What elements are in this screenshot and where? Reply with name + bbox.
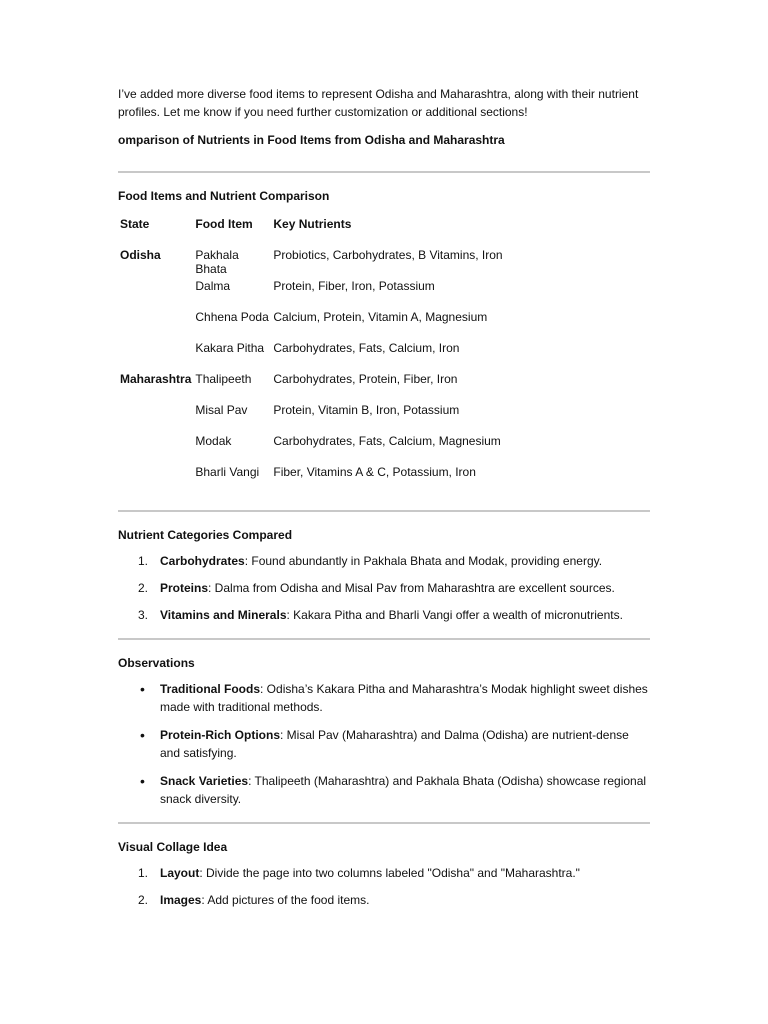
document-title: omparison of Nutrients in Food Items from Odisha and Maharashtra [118,133,505,147]
list-text: : Dalma from Odisha and Misal Pav from Maharashtra are excellent sources. [208,581,615,595]
food-item-cell: Modak [195,434,232,448]
list-text: : Found abundantly in Pakhala Bhata and Modak, providing energy. [244,554,603,568]
section-divider [118,510,650,512]
section-title-food-items: Food Items and Nutrient Comparison [118,189,330,203]
bullet-icon: • [140,727,145,743]
table-row [118,403,575,434]
column-header-state: State [120,217,150,231]
nutrient-table [118,217,575,496]
list-text: : Add pictures of the food items. [201,893,370,907]
table-row [118,465,575,496]
table-row [118,341,575,372]
nutrient-categories-list [118,552,650,624]
table-row [118,310,575,341]
food-item-cell: Thalipeeth [195,372,252,386]
list-item [118,606,650,624]
list-item [118,891,650,909]
state-cell [118,465,193,496]
list-item [118,864,650,882]
table-row [118,434,575,465]
list-number: 3. [138,608,149,622]
column-header-key-nutrients: Key Nutrients [273,217,352,231]
list-term: Carbohydrates [160,554,245,568]
nutrients-cell: Probiotics, Carbohydrates, B Vitamins, Iron [273,248,503,262]
nutrients-cell: Carbohydrates, Protein, Fiber, Iron [273,372,458,386]
column-header-food-item: Food Item [195,217,253,231]
section-title-observations: Observations [118,656,195,670]
list-item [118,579,650,597]
list-term: Proteins [160,581,209,595]
list-text: : Odisha’s Kakara Pitha and Maharashtra’s Modak highlight sweet dishes made with traditional methods. [160,682,648,714]
list-number: 2. [138,893,149,907]
list-number: 1. [138,866,149,880]
visual-collage-list [118,864,650,909]
list-item [118,680,650,716]
nutrients-cell: Fiber, Vitamins A & C, Potassium, Iron [273,465,476,479]
list-item [118,772,650,808]
food-item-cell: Kakara Pitha [195,341,265,355]
state-cell: Maharashtra [120,372,192,386]
table-row [118,248,575,279]
food-item-cell: Bharli Vangi [195,465,260,479]
state-cell [118,403,193,434]
bullet-icon: • [140,681,145,697]
state-cell: Odisha [120,248,161,262]
food-item-cell: Chhena Poda [195,310,269,324]
list-text: : Thalipeeth (Maharashtra) and Pakhala Bhata (Odisha) showcase regional snack diversity. [160,774,647,806]
section-divider [118,638,650,640]
bullet-icon: • [140,773,145,789]
section-title-nutrient-categories: Nutrient Categories Compared [118,528,293,542]
list-term: Snack Varieties [160,774,249,788]
list-term: Vitamins and Minerals [160,608,287,622]
food-item-cell: Dalma [195,279,231,293]
list-number: 2. [138,581,149,595]
intro-paragraph: I’ve added more diverse food items to represent Odisha and Maharashtra, along with their nutrient profiles. Let me know if you need further customization or additional sections! [118,87,639,119]
nutrients-cell: Carbohydrates, Fats, Calcium, Magnesium [273,434,501,448]
list-term: Images [160,893,202,907]
list-item [118,726,650,762]
list-text: : Divide the page into two columns labeled "Odisha" and "Maharashtra." [199,866,580,880]
table-row [118,372,575,403]
table-header-row [118,217,575,248]
document-body [118,85,650,918]
list-text: : Kakara Pitha and Bharli Vangi offer a wealth of micronutrients. [286,608,623,622]
state-cell [118,434,193,465]
list-number: 1. [138,554,149,568]
nutrients-cell: Calcium, Protein, Vitamin A, Magnesium [273,310,488,324]
list-term: Protein-Rich Options [160,728,280,742]
state-cell [118,310,193,341]
section-divider [118,822,650,824]
state-cell [118,341,193,372]
list-term: Traditional Foods [160,682,261,696]
list-item [118,552,650,570]
table-row [118,279,575,310]
food-item-cell: Misal Pav [195,403,248,417]
observations-list [118,680,650,808]
state-cell [118,279,193,310]
food-item-cell: Pakhala Bhata [195,248,239,276]
nutrients-cell: Protein, Vitamin B, Iron, Potassium [273,403,460,417]
section-divider [118,171,650,173]
nutrients-cell: Carbohydrates, Fats, Calcium, Iron [273,341,460,355]
section-title-visual-collage: Visual Collage Idea [118,840,228,854]
list-term: Layout [160,866,200,880]
nutrients-cell: Protein, Fiber, Iron, Potassium [273,279,435,293]
list-text: : Misal Pav (Maharashtra) and Dalma (Odisha) are nutrient-dense and satisfying. [160,728,629,760]
